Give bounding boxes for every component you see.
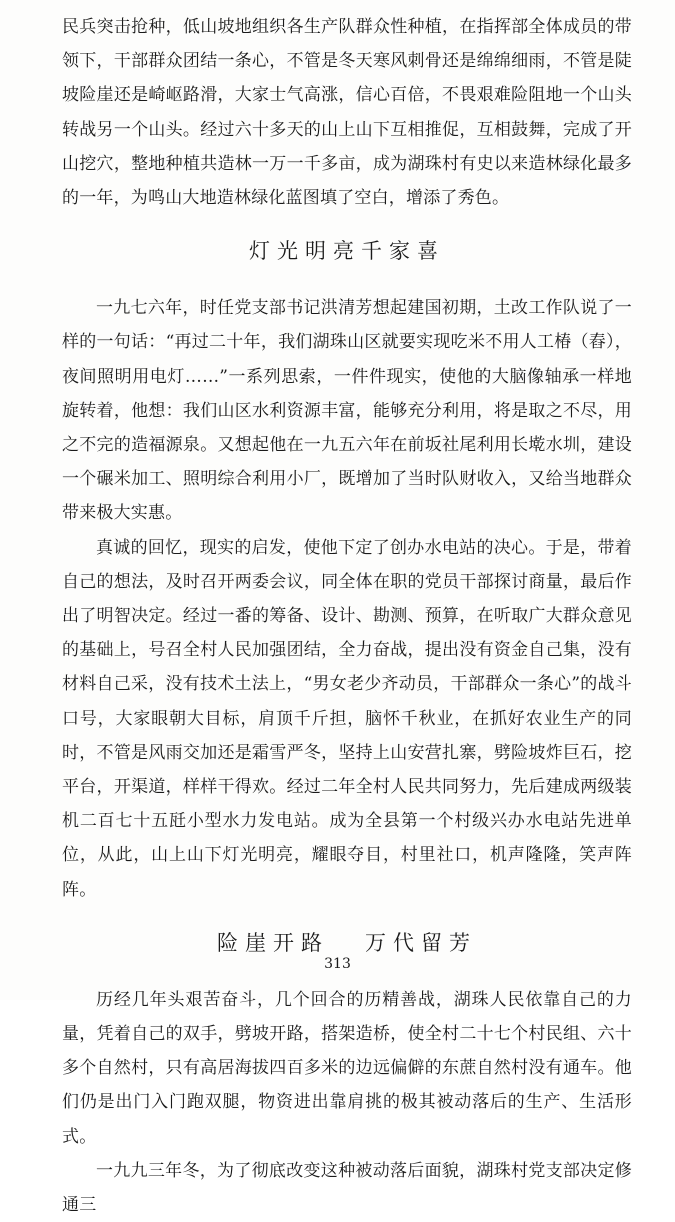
paragraph-road-background: 历经几年头艰苦奋斗，几个回合的历精善战，湖珠人民依靠自己的力量，凭着自己的双手，劈坡开路，搭架造桥，使全村二十七个村民组、六十多个自然村，只有高居海拔四百多米的边远偏僻的东蔗自然村没有通车。他们仍是出门入门跑双腿，物资进出靠肩挑的极其被动落后的生产、生活形式。 [62, 989, 632, 1147]
section-heading-road-right: 万代留芳 [365, 930, 477, 955]
section-heading-lights: 灯光明亮千家喜 [249, 239, 445, 264]
section-heading-road-left: 险崖开路 [217, 930, 329, 955]
paragraph-continued: 民兵突击抢种，低山坡地组织各生产队群众性种植，在指挥部全体成员的带领下，干部群众团结一条心，不管是冬天寒风刺骨还是绵绵细雨，不管是陡坡险崖还是崎岖路滑，大家士气高涨，信心百倍，不畏艰难险阻地一个山头转战另一个山头。经过六十多天的山上山下互相推促，互相鼓舞，完成了开山挖穴，整地种植共造林一万一千多亩，成为湖珠村有史以来造林绿化最多的一年，为鸣山大地造林绿化蓝图填了空白，增添了秀色。 [62, 17, 632, 209]
paragraph-hydropower-construction: 真诚的回忆，现实的启发，使他下定了创办水电站的决心。于是，带着自己的想法，及时召开两委会议，同全体在职的党员干部探讨商量，最后作出了明智决定。经过一番的筹备、设计、勘测、预算，在听取广大群众意见的基础上，号召全村人民加强团结，全力奋战，提出没有资金自己集，没有材料自己采，没有技术土法上，“男女老少齐动员，干部群众一条心”的战斗口号，大家眼朝大目标，肩顶千斤担，脑怀千秋业，在抓好农业生产的同时，不管是风雨交加还是霜雪严冬，坚持上山安营扎寨，劈险坡炸巨石，挖平台，开渠道，样样干得欢。经过二年全村人民共同努力，先后建成两级装机二百七十五瓩小型水力发电站。成为全县第一个村级兴办水电站先进单位，从此，山上山下灯光明亮，耀眼夺目，村里社口，机声隆隆，笑声阵阵。 [62, 537, 632, 900]
paragraph-hydropower-origin: 一九七六年，时任党支部书记洪清芳想起建国初期，土改工作队说了一样的一句话：“再过二十年，我们湖珠山区就要实现吃米不用人工椿（舂），夜间照明用电灯……”一系列思索，一件件现实，使他的大脑像轴承一样地旋转着，他想：我们山区水利资源丰富，能够充分利用，将是取之不尽，用之不完的造福源泉。又想起他在一九五六年在前坂社尾利用长墘水圳，建设一个碾米加工、照明综合利用小厂，既增加了当时队财收入，又给当地群众带来极大实惠。 [62, 298, 632, 524]
paragraph-road-decision: 一九九三年冬，为了彻底改变这种被动落后面貌，湖珠村党支部决定修通三 [62, 1160, 632, 1216]
section-heading-road [62, 927, 632, 957]
page-content [62, 10, 632, 1222]
page-number: 313 [324, 956, 351, 972]
